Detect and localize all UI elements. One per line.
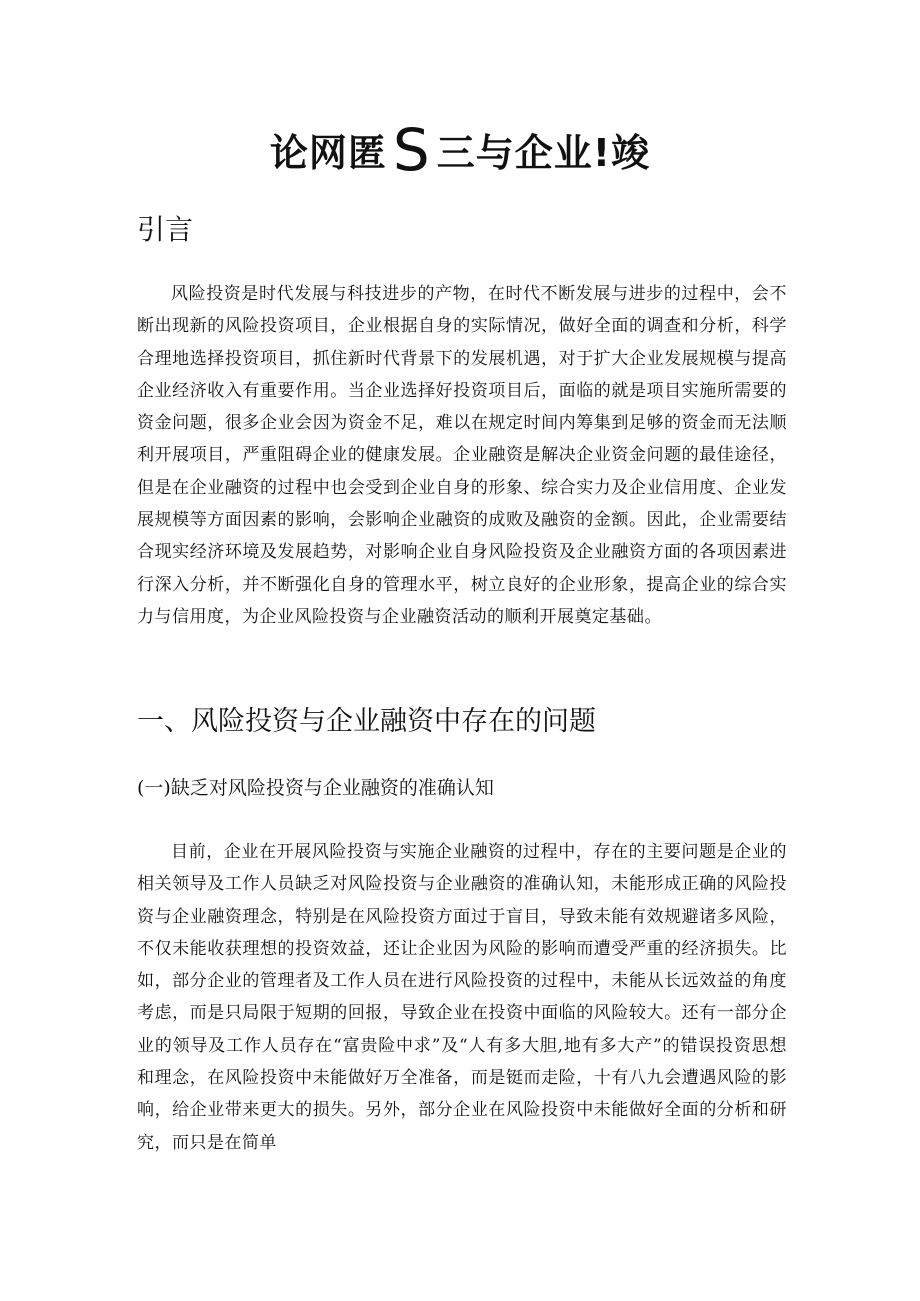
title-letter-s: S xyxy=(392,116,431,184)
section-1-heading: 一、风险投资与企业融资中存在的问题 xyxy=(137,706,596,737)
subsection-1-paragraph: 目前，企业在开展风险投资与实施企业融资的过程中，存在的主要问题是企业的相关领导及工作人员缺乏对风险投资与企业融资的准确认知，未能形成正确的风险投资与企业融资理念，特别是在风险投资方面过于盲目，导致未能有效规避诸多风险，不仅未能收获理想的投资效益，还让企业因为风险的影响而遭受严重的经济损失。比如，部分企业的管理者及工作人员在进行风险投资的过程中，未能从长远效益的角度考虑，而是只局限于短期的回报，导致企业在投资中面临的风险较大。还有一部分企业的领导及工作人员存在“富贵险中求”及“人有多大胆,地有多大产”的错误投资思想和理念，在风险投资中未能做好万全准备，而是铤而走险，十有八九会遭遇风险的影响，给企业带来更大的损失。另外，部分企业在风险投资中未能做好全面的分析和研究，而只是在简单 xyxy=(137,842,787,1153)
title-part-1: 论网匿 xyxy=(269,131,387,175)
subsection-1-heading: (一)缺乏对风险投资与企业融资的准确认知 xyxy=(137,777,494,799)
intro-paragraph: 风险投资是时代发展与科技进步的产物，在时代不断发展与进步的过程中，会不断出现新的风险投资项目，企业根据自身的实际情况，做好全面的调查和分析，科学合理地选择投资项目，抓住新时代背景下的发展机遇，对于扩大企业发展规模与提高企业经济收入有重要作用。当企业选择好投资项目后，面临的就是项目实施所需要的资金问题，很多企业会因为资金不足，难以在规定时间内筹集到足够的资金而无法顺利开展项目，严重阻碍企业的健康发展。企业融资是解决企业资金问题的最佳途径，但是在企业融资的过程中也会受到企业自身的形象、综合实力及企业信用度、企业发展规模等方面因素的影响，会影响企业融资的成败及融资的金额。因此，企业需要结合现实经济环境及发展趋势，对影响企业自身风险投资及企业融资方面的各项因素进行深入分析，并不断强化自身的管理水平，树立良好的企业形象，提高企业的综合实力与信用度，为企业风险投资与企业融资活动的顺利开展奠定基础。 xyxy=(137,284,787,627)
title-part-2: 三与企业!竣 xyxy=(436,131,651,175)
document-title xyxy=(0,116,920,184)
intro-heading: 引言 xyxy=(137,213,194,246)
